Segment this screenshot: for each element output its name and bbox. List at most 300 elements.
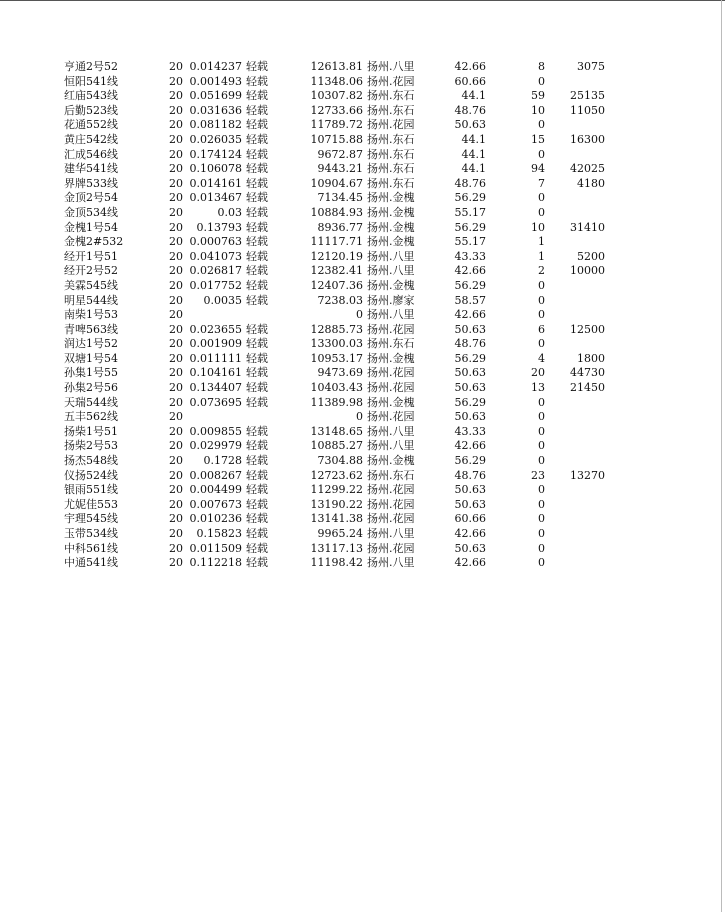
value-cell: 12120.19 bbox=[310, 249, 363, 263]
count-20-cell: 20 bbox=[169, 527, 183, 540]
secondary-value-cell: 56.29 bbox=[454, 395, 486, 409]
load-status-cell: 轻载 bbox=[246, 293, 268, 307]
count-cell: 0 bbox=[538, 527, 545, 540]
ratio-cell: 0.081182 bbox=[189, 118, 242, 132]
value-cell: 8936.77 bbox=[317, 220, 363, 234]
value-cell: 13117.13 bbox=[310, 541, 363, 555]
line-name-cell: 仪扬524线 bbox=[64, 468, 118, 482]
location-cell: 扬州.廖家 bbox=[367, 293, 415, 307]
total-cell: 5200 bbox=[577, 249, 605, 263]
table-row bbox=[0, 527, 725, 542]
secondary-value-cell: 58.57 bbox=[454, 293, 486, 307]
value-cell: 12885.73 bbox=[310, 322, 363, 336]
location-cell: 扬州.东石 bbox=[367, 132, 415, 146]
location-cell: 扬州.东石 bbox=[367, 162, 415, 176]
location-cell: 扬州.金槐 bbox=[367, 351, 415, 365]
location-cell: 扬州.东石 bbox=[367, 176, 415, 190]
value-cell: 0 bbox=[356, 410, 363, 424]
line-name-cell: 美霖545线 bbox=[64, 278, 118, 292]
line-name-cell: 中通541线 bbox=[64, 556, 118, 570]
line-name-cell: 孙集2号56 bbox=[64, 381, 118, 395]
location-cell: 扬州.金槐 bbox=[367, 191, 415, 205]
count-20-cell: 20 bbox=[169, 410, 183, 424]
value-cell: 11789.72 bbox=[310, 118, 363, 132]
table-row bbox=[0, 177, 725, 192]
count-cell: 0 bbox=[538, 439, 545, 453]
count-20-cell: 20 bbox=[169, 293, 183, 307]
count-20-cell: 20 bbox=[169, 512, 183, 526]
count-20-cell: 20 bbox=[169, 322, 183, 336]
location-cell: 扬州.东石 bbox=[367, 468, 415, 482]
location-cell: 扬州.八里 bbox=[367, 424, 415, 438]
count-20-cell: 20 bbox=[169, 366, 183, 380]
secondary-value-cell: 48.76 bbox=[454, 103, 486, 117]
line-name-cell: 双塘1号54 bbox=[64, 351, 118, 365]
count-20-cell: 20 bbox=[169, 60, 183, 73]
ratio-cell: 0.15823 bbox=[196, 527, 242, 540]
value-cell: 12382.41 bbox=[310, 264, 363, 278]
count-cell: 20 bbox=[531, 366, 545, 380]
ratio-cell: 0.026817 bbox=[189, 264, 242, 278]
count-cell: 8 bbox=[538, 60, 545, 73]
line-name-cell: 扬柴2号53 bbox=[64, 439, 118, 453]
table-row bbox=[0, 104, 725, 119]
ratio-cell: 0.026035 bbox=[189, 132, 242, 146]
table-row bbox=[0, 469, 725, 484]
table-row bbox=[0, 206, 725, 221]
line-name-cell: 孙集1号55 bbox=[64, 366, 118, 380]
count-20-cell: 20 bbox=[169, 541, 183, 555]
ratio-cell: 0.106078 bbox=[189, 162, 242, 176]
count-20-cell: 20 bbox=[169, 556, 183, 570]
count-20-cell: 20 bbox=[169, 132, 183, 146]
load-status-cell: 轻载 bbox=[246, 454, 268, 468]
count-20-cell: 20 bbox=[169, 278, 183, 292]
total-cell: 16300 bbox=[570, 132, 605, 146]
count-20-cell: 20 bbox=[169, 220, 183, 234]
load-status-cell: 轻载 bbox=[246, 322, 268, 336]
secondary-value-cell: 42.66 bbox=[454, 264, 486, 278]
load-status-cell: 轻载 bbox=[246, 395, 268, 409]
location-cell: 扬州.金槐 bbox=[367, 278, 415, 292]
secondary-value-cell: 48.76 bbox=[454, 176, 486, 190]
secondary-value-cell: 56.29 bbox=[454, 278, 486, 292]
load-status-cell: 轻载 bbox=[246, 337, 268, 351]
location-cell: 扬州.八里 bbox=[367, 264, 415, 278]
line-name-cell: 金槐2#532 bbox=[64, 235, 124, 249]
line-name-cell: 汇成546线 bbox=[64, 147, 118, 161]
count-20-cell: 20 bbox=[169, 468, 183, 482]
secondary-value-cell: 44.1 bbox=[461, 132, 486, 146]
line-name-cell: 宇理545线 bbox=[64, 512, 118, 526]
count-20-cell: 20 bbox=[169, 381, 183, 395]
ratio-cell: 0.073695 bbox=[189, 395, 242, 409]
ratio-cell: 0.174124 bbox=[189, 147, 242, 161]
count-cell: 0 bbox=[538, 278, 545, 292]
table-row bbox=[0, 366, 725, 381]
count-20-cell: 20 bbox=[169, 439, 183, 453]
count-20-cell: 20 bbox=[169, 89, 183, 103]
total-cell: 31410 bbox=[570, 220, 605, 234]
location-cell: 扬州.东石 bbox=[367, 89, 415, 103]
secondary-value-cell: 44.1 bbox=[461, 162, 486, 176]
ratio-cell: 0.134407 bbox=[189, 381, 242, 395]
count-20-cell: 20 bbox=[169, 337, 183, 351]
secondary-value-cell: 60.66 bbox=[454, 74, 486, 88]
load-status-cell: 轻载 bbox=[246, 278, 268, 292]
location-cell: 扬州.东石 bbox=[367, 147, 415, 161]
count-cell: 0 bbox=[538, 308, 545, 322]
count-cell: 0 bbox=[538, 512, 545, 526]
value-cell: 12407.36 bbox=[310, 278, 363, 292]
location-cell: 扬州.东石 bbox=[367, 337, 415, 351]
count-cell: 1 bbox=[538, 249, 545, 263]
table-row bbox=[0, 118, 725, 133]
secondary-value-cell: 42.66 bbox=[454, 556, 486, 570]
ratio-cell: 0.014161 bbox=[189, 176, 242, 190]
value-cell: 9672.87 bbox=[317, 147, 363, 161]
location-cell: 扬州.花园 bbox=[367, 512, 415, 526]
count-20-cell: 20 bbox=[169, 235, 183, 249]
load-status-cell: 轻载 bbox=[246, 439, 268, 453]
data-sheet bbox=[0, 60, 725, 571]
count-20-cell: 20 bbox=[169, 191, 183, 205]
count-cell: 0 bbox=[538, 118, 545, 132]
table-row bbox=[0, 162, 725, 177]
count-cell: 10 bbox=[531, 220, 545, 234]
line-name-cell: 建华541线 bbox=[64, 162, 118, 176]
value-cell: 12723.62 bbox=[310, 468, 363, 482]
ratio-cell: 0.051699 bbox=[189, 89, 242, 103]
table-row bbox=[0, 337, 725, 352]
ratio-cell: 0.011111 bbox=[189, 351, 242, 365]
count-20-cell: 20 bbox=[169, 162, 183, 176]
count-cell: 0 bbox=[538, 191, 545, 205]
secondary-value-cell: 60.66 bbox=[454, 512, 486, 526]
count-cell: 0 bbox=[538, 337, 545, 351]
location-cell: 扬州.金槐 bbox=[367, 454, 415, 468]
load-status-cell: 轻载 bbox=[246, 264, 268, 278]
location-cell: 扬州.八里 bbox=[367, 60, 415, 73]
table-row bbox=[0, 133, 725, 148]
value-cell: 10715.88 bbox=[310, 132, 363, 146]
count-20-cell: 20 bbox=[169, 264, 183, 278]
line-name-cell: 明星544线 bbox=[64, 293, 118, 307]
ratio-cell: 0.014237 bbox=[189, 60, 242, 73]
location-cell: 扬州.金槐 bbox=[367, 220, 415, 234]
value-cell: 0 bbox=[356, 308, 363, 322]
table-row bbox=[0, 60, 725, 75]
load-status-cell: 轻载 bbox=[246, 424, 268, 438]
value-cell: 13300.03 bbox=[310, 337, 363, 351]
load-status-cell: 轻载 bbox=[246, 527, 268, 540]
secondary-value-cell: 56.29 bbox=[454, 351, 486, 365]
table-row bbox=[0, 264, 725, 279]
load-status-cell: 轻载 bbox=[246, 89, 268, 103]
table-row bbox=[0, 323, 725, 338]
line-name-cell: 红庙543线 bbox=[64, 89, 118, 103]
value-cell: 10885.27 bbox=[310, 439, 363, 453]
line-name-cell: 银雨551线 bbox=[64, 483, 118, 497]
count-cell: 0 bbox=[538, 205, 545, 219]
load-status-cell: 轻载 bbox=[246, 176, 268, 190]
value-cell: 10953.17 bbox=[310, 351, 363, 365]
value-cell: 12733.66 bbox=[310, 103, 363, 117]
location-cell: 扬州.花园 bbox=[367, 483, 415, 497]
secondary-value-cell: 50.63 bbox=[454, 497, 486, 511]
location-cell: 扬州.花园 bbox=[367, 74, 415, 88]
count-cell: 0 bbox=[538, 541, 545, 555]
table-row bbox=[0, 294, 725, 309]
value-cell: 9965.24 bbox=[317, 527, 363, 540]
value-cell: 9473.69 bbox=[317, 366, 363, 380]
secondary-value-cell: 42.66 bbox=[454, 527, 486, 540]
ratio-cell: 0.0035 bbox=[203, 293, 242, 307]
value-cell: 11117.71 bbox=[310, 235, 363, 249]
line-name-cell: 亨通2号52 bbox=[64, 60, 118, 73]
total-cell: 12500 bbox=[570, 322, 605, 336]
load-status-cell: 轻载 bbox=[246, 366, 268, 380]
secondary-value-cell: 50.63 bbox=[454, 381, 486, 395]
load-status-cell: 轻载 bbox=[246, 103, 268, 117]
line-name-cell: 经开1号51 bbox=[64, 249, 118, 263]
location-cell: 扬州.八里 bbox=[367, 527, 415, 540]
count-20-cell: 20 bbox=[169, 351, 183, 365]
secondary-value-cell: 55.17 bbox=[454, 235, 486, 249]
count-cell: 0 bbox=[538, 424, 545, 438]
location-cell: 扬州.花园 bbox=[367, 381, 415, 395]
ratio-cell: 0.104161 bbox=[189, 366, 242, 380]
load-status-cell: 轻载 bbox=[246, 541, 268, 555]
count-cell: 13 bbox=[531, 381, 545, 395]
total-cell: 11050 bbox=[570, 103, 605, 117]
load-status-cell: 轻载 bbox=[246, 220, 268, 234]
line-name-cell: 金槐1号54 bbox=[64, 220, 118, 234]
top-border bbox=[0, 0, 725, 1]
count-cell: 0 bbox=[538, 147, 545, 161]
count-cell: 0 bbox=[538, 454, 545, 468]
count-20-cell: 20 bbox=[169, 118, 183, 132]
table-row bbox=[0, 556, 725, 571]
value-cell: 10403.43 bbox=[310, 381, 363, 395]
ratio-cell: 0.1728 bbox=[203, 454, 242, 468]
table-row bbox=[0, 483, 725, 498]
line-name-cell: 南柴1号53 bbox=[64, 308, 118, 322]
secondary-value-cell: 56.29 bbox=[454, 220, 486, 234]
count-20-cell: 20 bbox=[169, 74, 183, 88]
total-cell: 13270 bbox=[570, 468, 605, 482]
load-status-cell: 轻载 bbox=[246, 512, 268, 526]
count-cell: 0 bbox=[538, 497, 545, 511]
value-cell: 11348.06 bbox=[310, 74, 363, 88]
count-cell: 2 bbox=[538, 264, 545, 278]
count-20-cell: 20 bbox=[169, 147, 183, 161]
table-row bbox=[0, 191, 725, 206]
ratio-cell: 0.009855 bbox=[189, 424, 242, 438]
value-cell: 11299.22 bbox=[310, 483, 363, 497]
ratio-cell: 0.011509 bbox=[189, 541, 242, 555]
count-cell: 0 bbox=[538, 293, 545, 307]
ratio-cell: 0.031636 bbox=[189, 103, 242, 117]
secondary-value-cell: 43.33 bbox=[454, 249, 486, 263]
table-row bbox=[0, 381, 725, 396]
count-cell: 23 bbox=[531, 468, 545, 482]
count-cell: 0 bbox=[538, 395, 545, 409]
secondary-value-cell: 50.63 bbox=[454, 541, 486, 555]
secondary-value-cell: 50.63 bbox=[454, 483, 486, 497]
value-cell: 12613.81 bbox=[310, 60, 363, 73]
location-cell: 扬州.花园 bbox=[367, 322, 415, 336]
table-row bbox=[0, 454, 725, 469]
table-row bbox=[0, 396, 725, 411]
location-cell: 扬州.花园 bbox=[367, 497, 415, 511]
line-name-cell: 中科561线 bbox=[64, 541, 118, 555]
table-row bbox=[0, 250, 725, 265]
load-status-cell: 轻载 bbox=[246, 483, 268, 497]
line-name-cell: 玉带534线 bbox=[64, 527, 118, 540]
line-name-cell: 扬柴1号51 bbox=[64, 424, 118, 438]
load-status-cell: 轻载 bbox=[246, 205, 268, 219]
secondary-value-cell: 56.29 bbox=[454, 454, 486, 468]
count-cell: 0 bbox=[538, 483, 545, 497]
ratio-cell: 0.013467 bbox=[189, 191, 242, 205]
table-row bbox=[0, 410, 725, 425]
secondary-value-cell: 56.29 bbox=[454, 191, 486, 205]
value-cell: 13148.65 bbox=[310, 424, 363, 438]
count-20-cell: 20 bbox=[169, 497, 183, 511]
count-20-cell: 20 bbox=[169, 308, 183, 322]
location-cell: 扬州.花园 bbox=[367, 366, 415, 380]
count-20-cell: 20 bbox=[169, 483, 183, 497]
load-status-cell: 轻载 bbox=[246, 468, 268, 482]
count-cell: 59 bbox=[531, 89, 545, 103]
total-cell: 42025 bbox=[570, 162, 605, 176]
value-cell: 9443.21 bbox=[317, 162, 363, 176]
location-cell: 扬州.八里 bbox=[367, 556, 415, 570]
location-cell: 扬州.金槐 bbox=[367, 235, 415, 249]
location-cell: 扬州.金槐 bbox=[367, 205, 415, 219]
table-row bbox=[0, 542, 725, 557]
line-name-cell: 五丰562线 bbox=[64, 410, 118, 424]
location-cell: 扬州.花园 bbox=[367, 118, 415, 132]
ratio-cell: 0.023655 bbox=[189, 322, 242, 336]
load-status-cell: 轻载 bbox=[246, 235, 268, 249]
count-20-cell: 20 bbox=[169, 103, 183, 117]
line-name-cell: 黄庄542线 bbox=[64, 132, 118, 146]
location-cell: 扬州.东石 bbox=[367, 103, 415, 117]
secondary-value-cell: 50.63 bbox=[454, 410, 486, 424]
location-cell: 扬州.八里 bbox=[367, 308, 415, 322]
load-status-cell: 轻载 bbox=[246, 381, 268, 395]
ratio-cell: 0.001909 bbox=[189, 337, 242, 351]
ratio-cell: 0.029979 bbox=[189, 439, 242, 453]
location-cell: 扬州.花园 bbox=[367, 541, 415, 555]
ratio-cell: 0.112218 bbox=[189, 556, 242, 570]
location-cell: 扬州.花园 bbox=[367, 410, 415, 424]
ratio-cell: 0.017752 bbox=[189, 278, 242, 292]
total-cell: 44730 bbox=[570, 366, 605, 380]
count-20-cell: 20 bbox=[169, 249, 183, 263]
secondary-value-cell: 50.63 bbox=[454, 366, 486, 380]
secondary-value-cell: 44.1 bbox=[461, 89, 486, 103]
ratio-cell: 0.03 bbox=[217, 205, 242, 219]
secondary-value-cell: 44.1 bbox=[461, 147, 486, 161]
total-cell: 1800 bbox=[577, 351, 605, 365]
table-row bbox=[0, 308, 725, 323]
table-row bbox=[0, 279, 725, 294]
table-row bbox=[0, 235, 725, 250]
secondary-value-cell: 42.66 bbox=[454, 439, 486, 453]
table-row bbox=[0, 352, 725, 367]
line-name-cell: 金顶534线 bbox=[64, 205, 118, 219]
ratio-cell: 0.007673 bbox=[189, 497, 242, 511]
ratio-cell: 0.13793 bbox=[196, 220, 242, 234]
count-20-cell: 20 bbox=[169, 454, 183, 468]
total-cell: 10000 bbox=[570, 264, 605, 278]
count-cell: 1 bbox=[538, 235, 545, 249]
table-row bbox=[0, 439, 725, 454]
table-row bbox=[0, 89, 725, 104]
secondary-value-cell: 42.66 bbox=[454, 308, 486, 322]
ratio-cell: 0.001493 bbox=[189, 74, 242, 88]
load-status-cell: 轻载 bbox=[246, 60, 268, 73]
load-status-cell: 轻载 bbox=[246, 249, 268, 263]
count-cell: 0 bbox=[538, 410, 545, 424]
load-status-cell: 轻载 bbox=[246, 74, 268, 88]
value-cell: 7238.03 bbox=[317, 293, 363, 307]
ratio-cell: 0.010236 bbox=[189, 512, 242, 526]
line-name-cell: 扬杰548线 bbox=[64, 454, 118, 468]
count-cell: 15 bbox=[531, 132, 545, 146]
load-status-cell: 轻载 bbox=[246, 191, 268, 205]
line-name-cell: 后勤523线 bbox=[64, 103, 118, 117]
count-cell: 94 bbox=[531, 162, 545, 176]
line-name-cell: 尤妮佳553 bbox=[64, 497, 118, 511]
secondary-value-cell: 42.66 bbox=[454, 60, 486, 73]
secondary-value-cell: 48.76 bbox=[454, 468, 486, 482]
table-row bbox=[0, 498, 725, 513]
secondary-value-cell: 48.76 bbox=[454, 337, 486, 351]
table-row bbox=[0, 148, 725, 163]
line-name-cell: 润达1号52 bbox=[64, 337, 118, 351]
value-cell: 7304.88 bbox=[317, 454, 363, 468]
total-cell: 3075 bbox=[577, 60, 605, 73]
secondary-value-cell: 55.17 bbox=[454, 205, 486, 219]
value-cell: 10904.67 bbox=[310, 176, 363, 190]
secondary-value-cell: 43.33 bbox=[454, 424, 486, 438]
line-name-cell: 恒阳541线 bbox=[64, 74, 118, 88]
line-name-cell: 金顶2号54 bbox=[64, 191, 118, 205]
location-cell: 扬州.八里 bbox=[367, 249, 415, 263]
location-cell: 扬州.金槐 bbox=[367, 395, 415, 409]
value-cell: 10884.93 bbox=[310, 205, 363, 219]
value-cell: 10307.82 bbox=[310, 89, 363, 103]
load-status-cell: 轻载 bbox=[246, 497, 268, 511]
count-20-cell: 20 bbox=[169, 205, 183, 219]
ratio-cell: 0.041073 bbox=[189, 249, 242, 263]
count-cell: 6 bbox=[538, 322, 545, 336]
secondary-value-cell: 50.63 bbox=[454, 322, 486, 336]
value-cell: 13141.38 bbox=[310, 512, 363, 526]
ratio-cell: 0.004499 bbox=[189, 483, 242, 497]
ratio-cell: 0.008267 bbox=[189, 468, 242, 482]
value-cell: 11389.98 bbox=[310, 395, 363, 409]
count-cell: 0 bbox=[538, 74, 545, 88]
table-row bbox=[0, 221, 725, 236]
load-status-cell: 轻载 bbox=[246, 118, 268, 132]
line-name-cell: 界牌533线 bbox=[64, 176, 118, 190]
total-cell: 4180 bbox=[577, 176, 605, 190]
